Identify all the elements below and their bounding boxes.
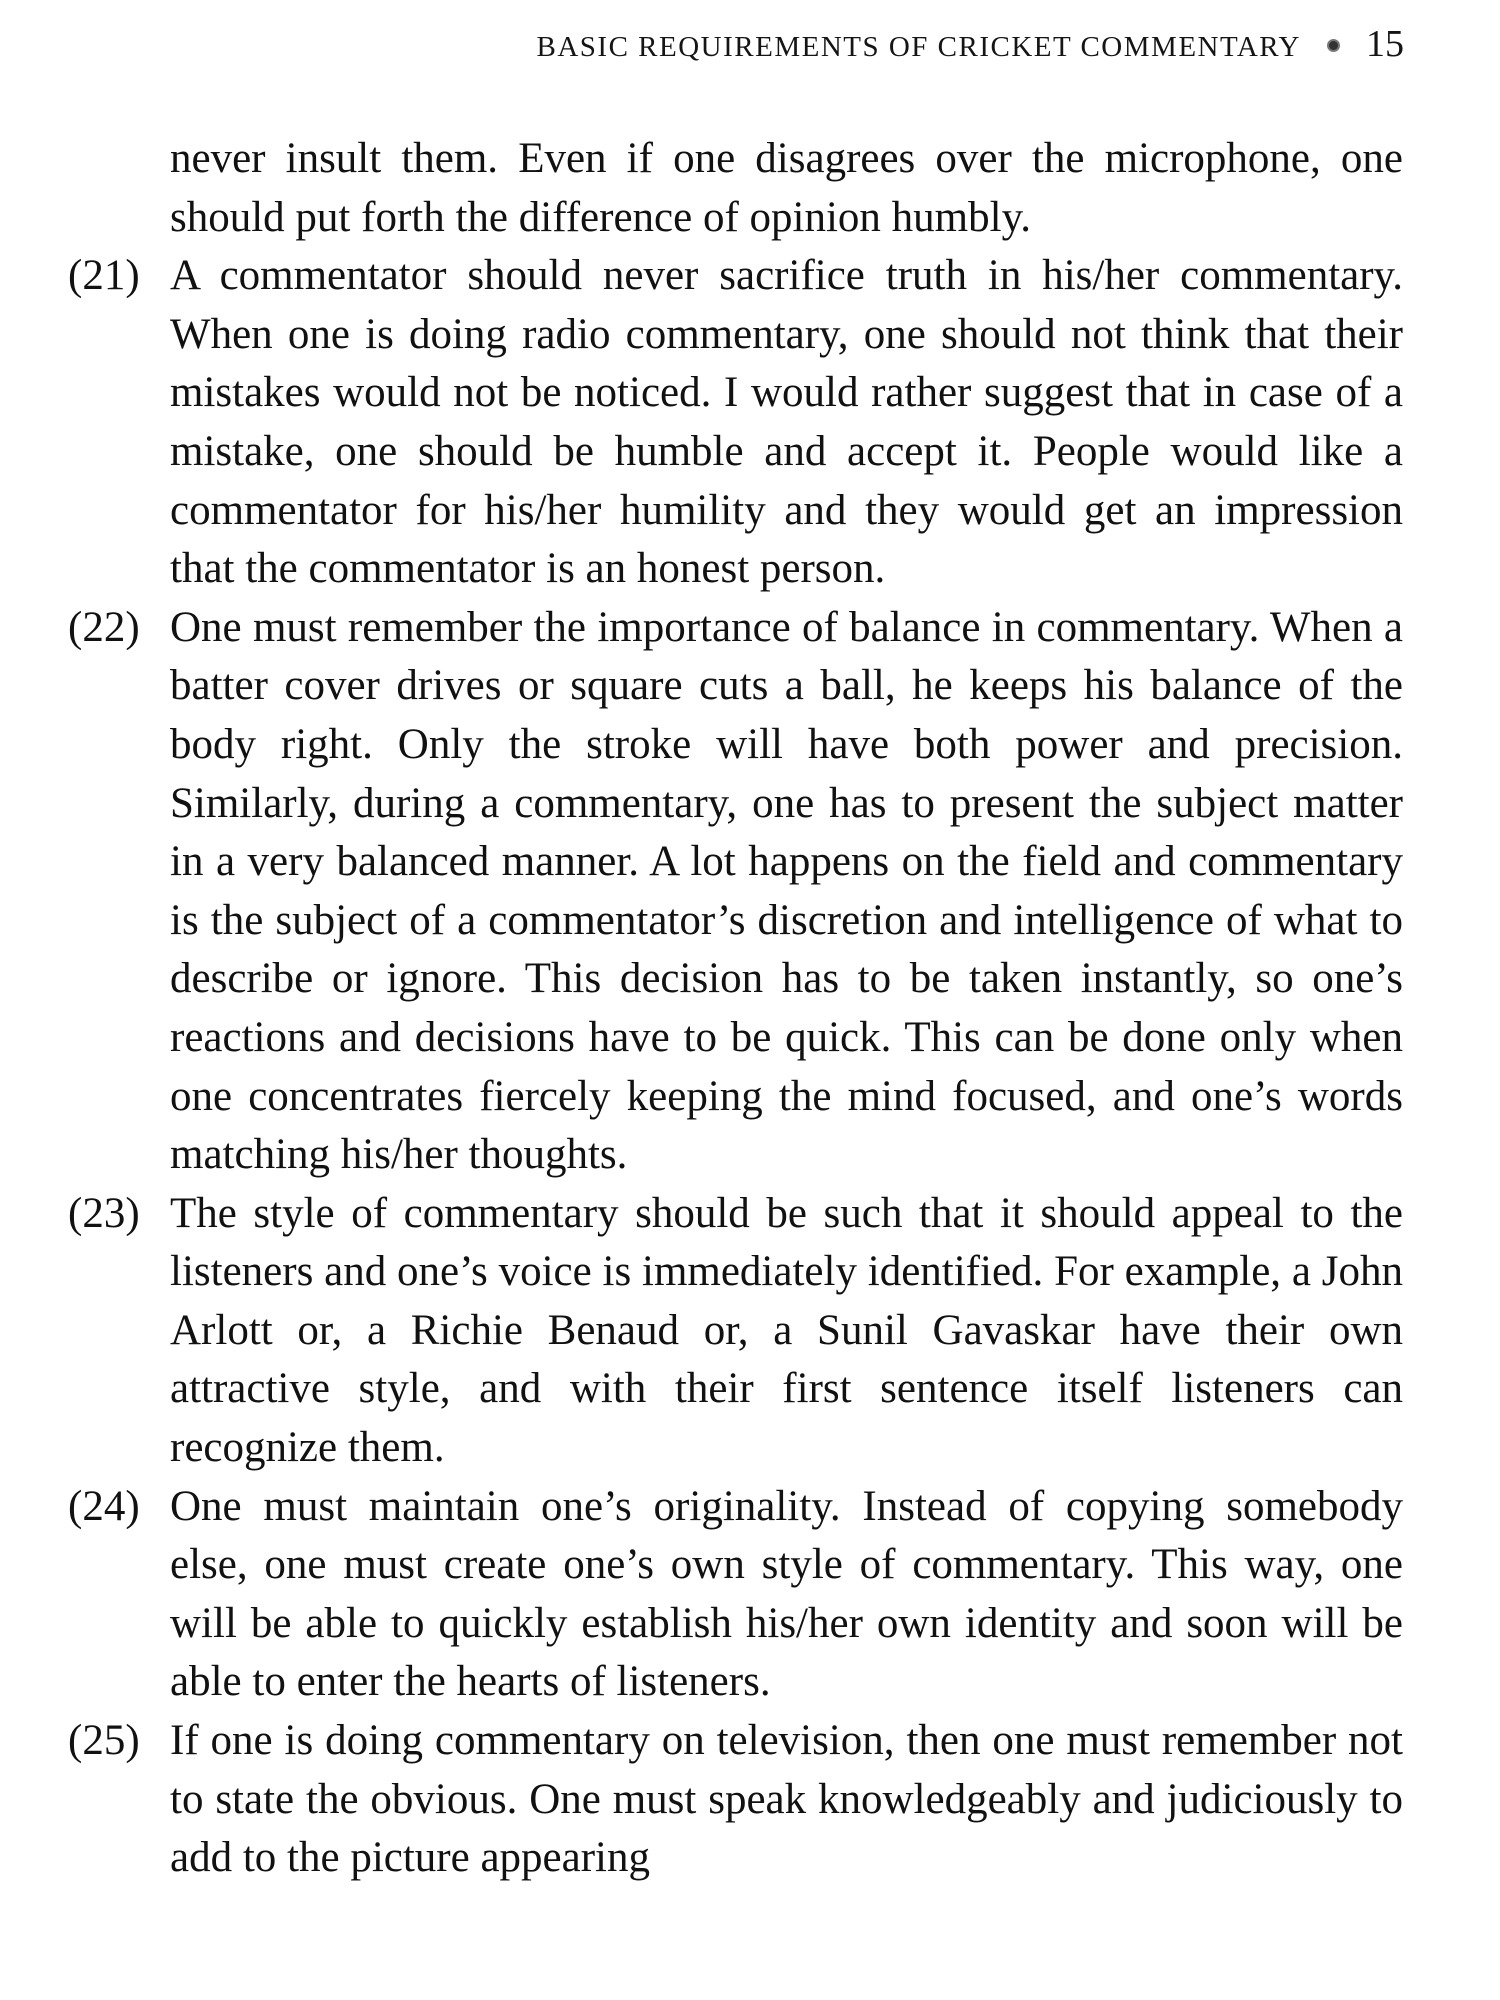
item-number: (22) <box>68 603 140 651</box>
item-number: (25) <box>68 1717 140 1765</box>
item-text: The style of commentary should be such that it should appeal to the listeners and one’s voice is immediately identified. For example, a John Arlott or, a Richie Benaud or, a Sunil Gavaskar have their own attractive style, and with their first sentence itself listeners can recognize them. <box>170 1189 1403 1472</box>
list-item-24 <box>68 1478 1403 1712</box>
item-number: (24) <box>68 1482 140 1530</box>
item-number: (21) <box>68 252 140 300</box>
item-text: If one is doing commentary on television, then one must remember not to state the obvious. One must speak knowledgeably and judiciously to add to the picture appearing <box>170 1717 1403 1882</box>
item-text: A commentator should never sacrifice truth in his/her commentary. When one is doing radio commentary, one should not think that their mistakes would not be noticed. I would rather suggest that in case of a mistake, one should be humble and accept it. People would like a commentator for his/her humility and they would get an impression that the commentator is an honest person. <box>170 252 1403 593</box>
page-body <box>68 130 1403 1888</box>
item-number: (23) <box>68 1189 140 1237</box>
item-text: One must remember the importance of balance in commentary. When a batter cover drives or square cuts a ball, he keeps his balance of the body right. Only the stroke will have both power and precision. Similarly, during a commentary, one has to present the subject matter in a very balanced manner. A lot happens on the field and commentary is the subject of a commentator’s discretion and intelligence of what to describe or ignore. This decision has to be taken instantly, so one’s reactions and decisions have to be quick. This can be done only when one concentrates fiercely keeping the mind focused, and one’s words matching his/her thoughts. <box>170 603 1403 1179</box>
continuation-text: never insult them. Even if one disagrees over the microphone, one should put forth the difference of opinion humbly. <box>170 135 1403 241</box>
list-item-25 <box>68 1712 1403 1888</box>
item-text: One must maintain one’s originality. Instead of copying somebody else, one must create one’s own style of commentary. This way, one will be able to quickly establish his/her own identity and soon will be able to enter the hearts of listeners. <box>170 1482 1403 1706</box>
bullet-ornament <box>1327 39 1340 52</box>
list-item-21 <box>68 247 1403 599</box>
continuation-paragraph <box>68 130 1403 247</box>
list-item-22 <box>68 599 1403 1185</box>
list-item-23 <box>68 1185 1403 1478</box>
page-number: 15 <box>1366 23 1404 65</box>
running-head <box>537 22 1405 66</box>
chapter-title: BASIC REQUIREMENTS OF CRICKET COMMENTARY <box>536 31 1301 63</box>
